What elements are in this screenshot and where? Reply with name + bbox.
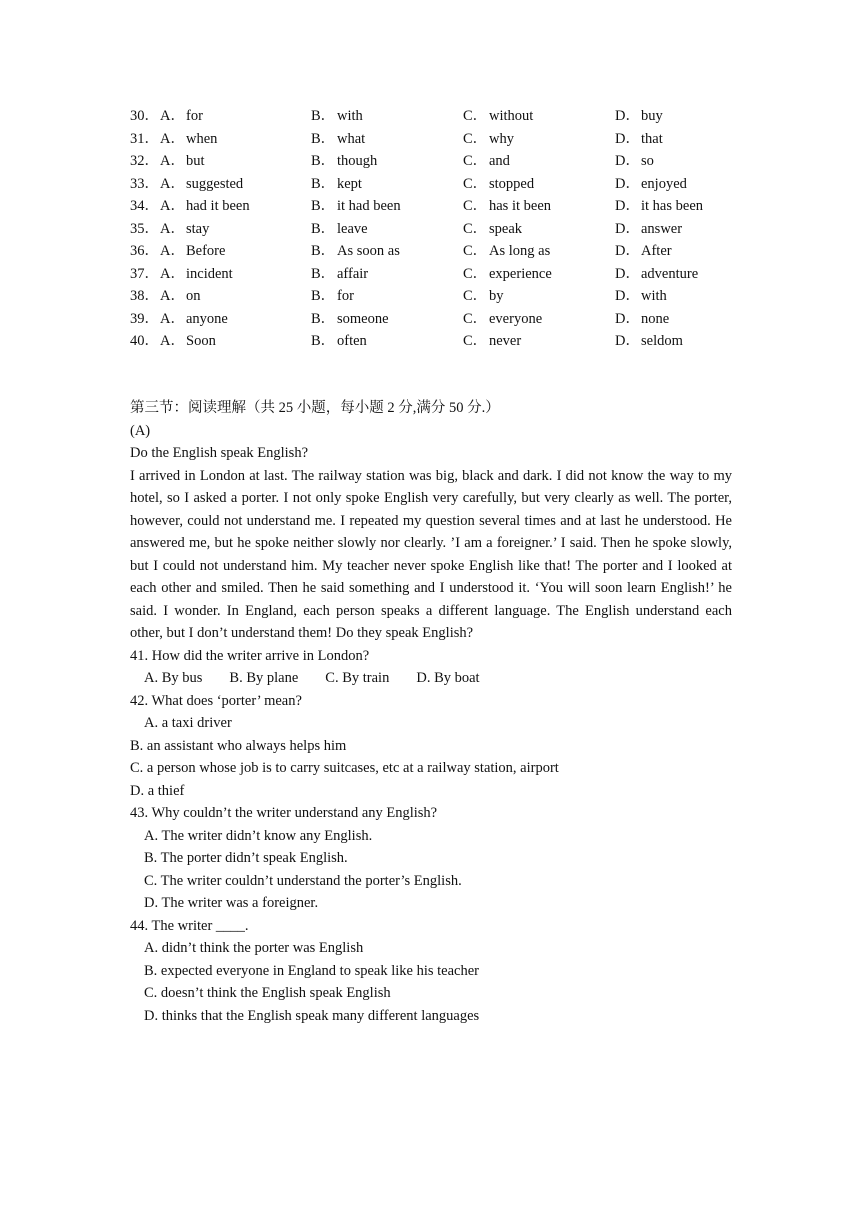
option-c: C． everyone: [463, 310, 543, 327]
option-a: A．had it been: [160, 198, 250, 214]
option-row: [130, 105, 770, 128]
option-c: C． stopped: [463, 175, 535, 192]
option-d: D. The writer was a foreigner.: [144, 895, 319, 911]
option-a: A．but: [160, 153, 205, 169]
option-a: A．anyone: [160, 310, 228, 327]
option-b: B． kept: [311, 175, 362, 192]
option-row: [130, 330, 770, 353]
option-d: D．answer: [615, 220, 683, 237]
option-c: C． why: [463, 130, 514, 147]
option-a: A．on: [160, 288, 201, 304]
option-b: B. The porter didn’t speak English.: [144, 850, 348, 866]
question-number: 34．: [130, 198, 159, 214]
question-number: 37．: [130, 265, 159, 282]
option-d: D．none: [615, 310, 670, 327]
question-number: 38．: [130, 288, 159, 304]
option-d: D．enjoyed: [615, 175, 687, 192]
option-row: [130, 285, 770, 308]
option-c: C． has it been: [463, 198, 552, 214]
option-b: B． though: [311, 153, 378, 169]
option-c: C. The writer couldn’t understand the porter’s English.: [144, 872, 462, 889]
option-a: A．for: [160, 108, 203, 124]
option-d: D．so: [615, 153, 654, 169]
option-b: B． affair: [311, 265, 369, 282]
option-d: D．that: [615, 130, 663, 147]
option-row: [130, 128, 770, 151]
option-c: C． and: [463, 153, 510, 169]
option-a: A．stay: [160, 220, 210, 237]
option-d: D．After: [615, 243, 672, 259]
option-d: D．it has been: [615, 198, 704, 214]
option-a: A. By bus: [144, 670, 203, 686]
question-number: 39．: [130, 310, 159, 327]
option-a: A．Soon: [160, 333, 216, 349]
option-a: A．Before: [160, 243, 226, 259]
question-43-stem: 43. Why couldn’t the writer understand any English?: [130, 805, 438, 821]
option-row: [130, 308, 770, 331]
option-c: C． As long as: [463, 243, 551, 259]
passage-label: (A): [130, 422, 151, 439]
reading-section: [130, 397, 732, 1027]
question-41-options: [130, 667, 732, 690]
question-number: 36．: [130, 243, 159, 259]
question-number: 33．: [130, 175, 159, 192]
option-c: C． experience: [463, 265, 552, 282]
option-b: B． leave: [311, 220, 368, 237]
option-b: B. By plane: [229, 670, 299, 686]
option-b: B． As soon as: [311, 243, 400, 259]
passage-text: I arrived in London at last. The railway station was big, black and dark. I did not know the way to my hotel, so I asked a porter. I not only spoke English very carefully, but very clearly as well. The porter, however, could not understand me. I repeated my question several times and at last he understood. He answered me, but he spoke neither slowly nor clearly. ’I am a foreigner.’ I said. Then he spoke slowly, but I could not understand him. My teacher never spoke English like that! The porter and I looked at each other and smiled. Then he said something and I understood it. ‘You will soon learn English!’ he said. I wonder. In England, each person speaks a different language. The English understand each other, but I don’t understand them! Do they speak English?: [130, 467, 732, 641]
option-a: A. didn’t think the porter was English: [144, 940, 364, 956]
option-a: A．when: [160, 130, 218, 147]
option-d: D．buy: [615, 108, 663, 124]
option-c: C． without: [463, 108, 534, 124]
cloze-options-table: [130, 105, 770, 353]
section-heading: 第三节：阅读理解（共 25 小题，每小题 2 分,满分 50 分.）: [130, 400, 500, 416]
question-41-stem: 41. How did the writer arrive in London?: [130, 647, 370, 664]
option-a: A. a taxi driver: [144, 715, 232, 731]
option-d: D．seldom: [615, 333, 683, 349]
question-number: 32．: [130, 153, 159, 169]
option-a: A．incident: [160, 265, 233, 282]
option-d: D. a thief: [130, 782, 185, 799]
option-a: A．suggested: [160, 175, 244, 192]
option-row: [130, 240, 770, 263]
option-b: B． what: [311, 130, 366, 147]
option-a: A. The writer didn’t know any English.: [144, 827, 373, 844]
option-c: C． never: [463, 333, 522, 349]
option-b: B. an assistant who always helps him: [130, 737, 347, 754]
option-c: C. a person whose job is to carry suitcases, etc at a railway station, airport: [130, 760, 559, 776]
option-d: D．adventure: [615, 265, 699, 282]
option-b: B． often: [311, 333, 367, 349]
option-b: B． it had been: [311, 198, 401, 214]
option-c: C. By train: [325, 670, 390, 686]
passage-title: Do the English speak English?: [130, 445, 309, 461]
option-b: B． someone: [311, 310, 389, 327]
option-row: [130, 150, 770, 173]
option-row: [130, 195, 770, 218]
option-c: C. doesn’t think the English speak English: [144, 985, 391, 1001]
option-c: C． by: [463, 288, 504, 304]
option-row: [130, 173, 770, 196]
question-number: 35．: [130, 220, 159, 237]
option-b: B. expected everyone in England to speak like his teacher: [144, 962, 479, 979]
option-row: [130, 218, 770, 241]
option-d: D. By boat: [416, 670, 480, 686]
question-number: 30．: [130, 108, 159, 124]
option-row: [130, 263, 770, 286]
option-d: D．with: [615, 288, 667, 304]
question-42-stem: 42. What does ‘porter’ mean?: [130, 692, 302, 709]
option-b: B． with: [311, 108, 363, 124]
option-d: D. thinks that the English speak many different languages: [144, 1007, 480, 1024]
question-number: 40．: [130, 333, 159, 349]
option-c: C． speak: [463, 220, 523, 237]
question-number: 31．: [130, 130, 159, 147]
question-44-stem: 44. The writer ____.: [130, 917, 249, 934]
option-b: B． for: [311, 288, 354, 304]
